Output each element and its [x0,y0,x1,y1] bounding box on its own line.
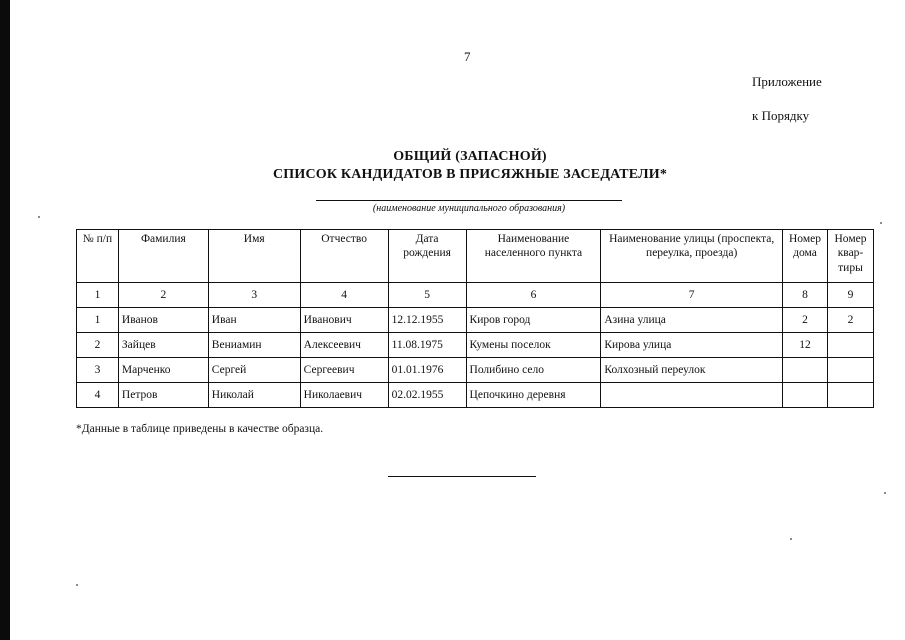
document-title-line-1: ОБЩИЙ (ЗАПАСНОЙ) [393,149,547,164]
apartment-cell: 2 [827,308,873,333]
column-number-cell: 8 [783,283,828,308]
row-number: 2 [77,333,119,358]
scan-speck [38,216,40,218]
house-cell [783,383,828,408]
page-number: 7 [464,49,471,64]
closing-rule [388,476,536,477]
header-cell-patronymic: Отчество [300,230,388,283]
municipality-fill-line [316,200,622,201]
header-cell-apartment: Номер квар-тиры [827,230,873,283]
birth-date-cell: 11.08.1975 [388,333,466,358]
candidates-table [76,229,874,408]
house-cell: 2 [783,308,828,333]
table-row [77,358,874,383]
column-number-cell: 9 [827,283,873,308]
column-number-cell: 1 [77,283,119,308]
street-cell: Колхозный переулок [601,358,783,383]
row-number: 3 [77,358,119,383]
column-number-cell: 7 [601,283,783,308]
header-cell-name: Имя [208,230,300,283]
name-cell: Иван [208,308,300,333]
header-cell-street: Наименование улицы (проспекта, переулка, проезда) [601,230,783,283]
surname-cell: Петров [118,383,208,408]
header-cell-house: Номер дома [783,230,828,283]
house-cell: 12 [783,333,828,358]
municipality-caption: (наименование муниципального образования) [372,203,566,214]
header-row [77,230,874,283]
patronymic-cell: Николаевич [300,383,388,408]
appendix-label: Приложение [752,74,822,89]
column-number-row [77,283,874,308]
patronymic-cell: Алексеевич [300,333,388,358]
settlement-cell: Киров город [466,308,601,333]
settlement-cell: Кумены поселок [466,333,601,358]
scan-speck [884,492,886,494]
apartment-cell [827,383,873,408]
column-number-cell: 5 [388,283,466,308]
scan-speck [76,584,78,586]
settlement-cell: Полибино село [466,358,601,383]
header-cell-settlement: Наименование населенного пункта [466,230,601,283]
street-cell: Кирова улица [601,333,783,358]
street-cell [601,383,783,408]
header-cell-surname: Фамилия [118,230,208,283]
name-cell: Вениамин [208,333,300,358]
table-row [77,383,874,408]
column-number-cell: 2 [118,283,208,308]
column-number-cell: 4 [300,283,388,308]
scan-left-edge [0,0,10,640]
birth-date-cell: 12.12.1955 [388,308,466,333]
birth-date-cell: 01.01.1976 [388,358,466,383]
name-cell: Николай [208,383,300,408]
appendix-reference: к Порядку [752,108,810,123]
table-footnote: *Данные в таблице приведены в качестве образца. [76,423,324,435]
surname-cell: Иванов [118,308,208,333]
header-cell-birth-date: Дата рождения [388,230,466,283]
row-number: 4 [77,383,119,408]
header-cell-number: № п/п [77,230,119,283]
street-cell: Азина улица [601,308,783,333]
name-cell: Сергей [208,358,300,383]
row-number: 1 [77,308,119,333]
scan-speck [880,222,882,224]
column-number-cell: 6 [466,283,601,308]
document-title-line-2: СПИСОК КАНДИДАТОВ В ПРИСЯЖНЫЕ ЗАСЕДАТЕЛИ* [272,167,668,182]
patronymic-cell: Иванович [300,308,388,333]
scan-speck [790,538,792,540]
surname-cell: Марченко [118,358,208,383]
birth-date-cell: 02.02.1955 [388,383,466,408]
settlement-cell: Цепочкино деревня [466,383,601,408]
column-number-cell: 3 [208,283,300,308]
table-row [77,333,874,358]
patronymic-cell: Сергеевич [300,358,388,383]
surname-cell: Зайцев [118,333,208,358]
apartment-cell [827,358,873,383]
house-cell [783,358,828,383]
apartment-cell [827,333,873,358]
table-row [77,308,874,333]
